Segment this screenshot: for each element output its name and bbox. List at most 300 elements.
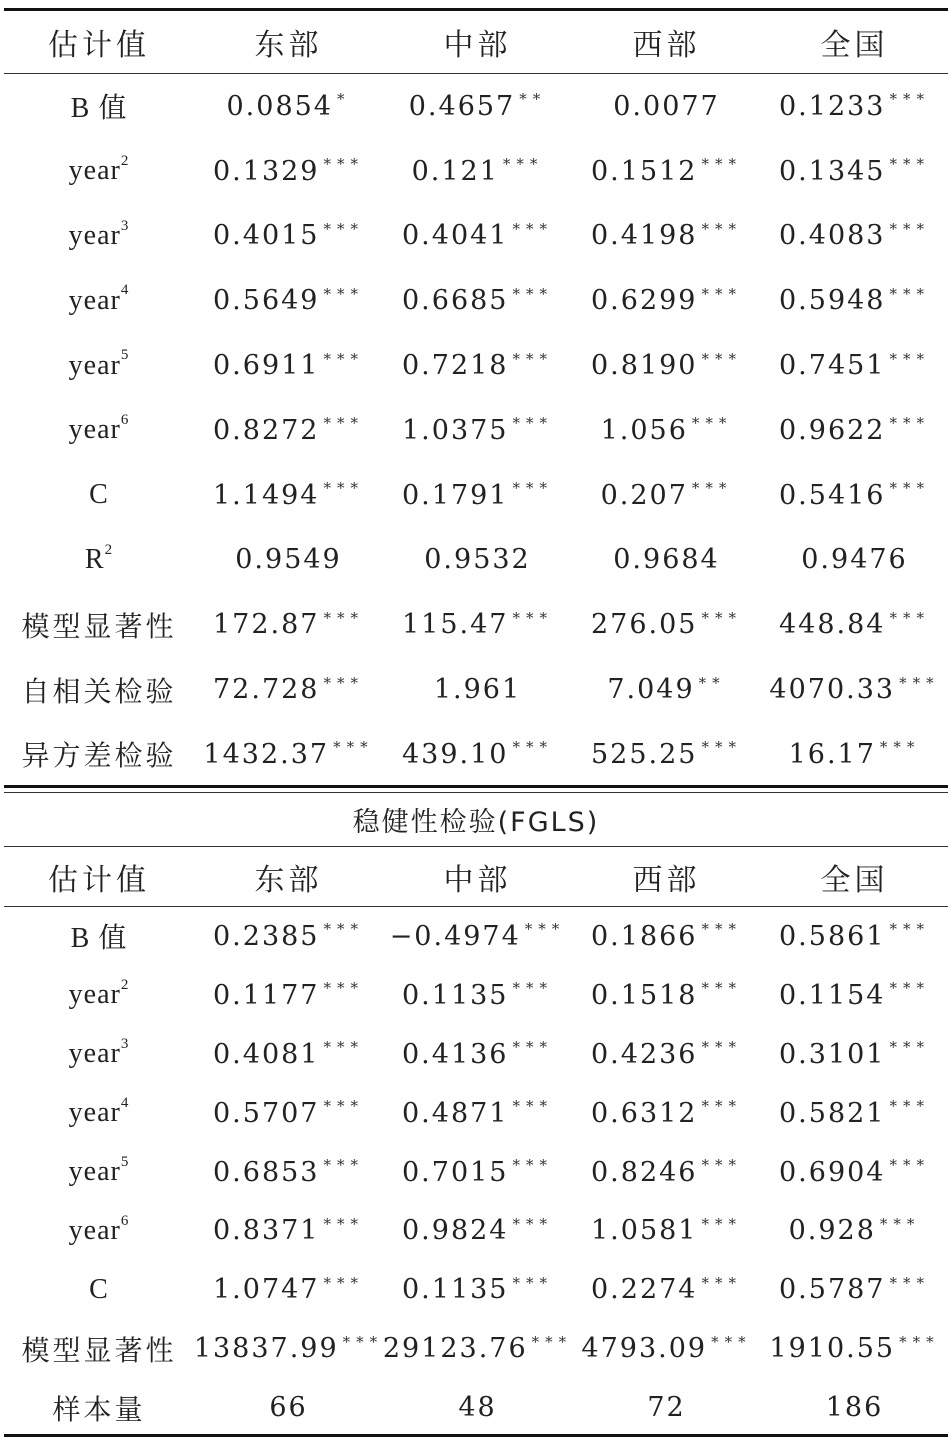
coefficient-value: 0.5649	[213, 285, 320, 317]
table2-header-row	[4, 847, 948, 906]
coefficient-value: 0.9532	[424, 544, 531, 576]
coefficient-value: 0.4041	[402, 220, 509, 252]
value-cell	[572, 907, 761, 966]
row-label-cell	[4, 592, 194, 657]
significance-stars: ***	[323, 1156, 364, 1175]
significance-stars: ***	[889, 284, 930, 303]
coefficient-value: 29123.76	[382, 1333, 528, 1365]
value-cell	[761, 268, 948, 333]
coefficient-value: 0.8272	[213, 414, 320, 446]
value-cell	[383, 1378, 572, 1437]
value-cell	[194, 463, 383, 528]
significance-stars: ***	[899, 1332, 940, 1351]
value-cell	[572, 1260, 761, 1319]
coefficient-value: 0.5416	[779, 479, 886, 511]
table-row	[4, 1260, 948, 1319]
significance-stars: ***	[701, 349, 742, 368]
value-cell	[194, 204, 383, 269]
row-label: year$^5$	[68, 1153, 130, 1188]
significance-stars: ***	[701, 155, 742, 174]
value-cell	[194, 1319, 383, 1378]
value-cell	[761, 1025, 948, 1084]
coefficient-value: 525.25	[591, 738, 698, 770]
value-cell	[572, 463, 761, 528]
table-row	[4, 657, 948, 722]
table1-header-west: 西部	[632, 27, 701, 63]
significance-stars: ***	[691, 479, 733, 498]
significance-stars: ***	[701, 1038, 742, 1057]
row-label-cell	[4, 907, 194, 966]
row-label-superscript: 3	[120, 217, 130, 234]
value-cell	[194, 398, 383, 463]
value-cell	[572, 398, 761, 463]
significance-stars: ***	[711, 1332, 752, 1351]
coefficient-value: 0.4083	[779, 220, 886, 252]
table1-header-estimate: 估计值	[48, 27, 150, 63]
row-label-cell	[4, 657, 194, 722]
significance-stars: ***	[512, 219, 553, 238]
value-cell	[761, 333, 948, 398]
row-label: year$^5$	[68, 347, 130, 381]
significance-stars: ***	[889, 349, 930, 368]
value-cell	[194, 528, 383, 593]
coefficient-value: 0.9684	[613, 544, 720, 576]
significance-stars: **	[519, 90, 547, 109]
value-cell	[194, 1378, 383, 1437]
coefficient-value: 0.1518	[591, 979, 698, 1011]
coefficient-value: 4070.33	[769, 674, 896, 706]
row-label: year$^3$	[68, 217, 130, 251]
row-label: $R^2$	[84, 541, 114, 575]
row-label-superscript: 5	[120, 347, 130, 364]
table2-header-west: 西部	[632, 862, 701, 898]
coefficient-value: 172.87	[213, 609, 320, 641]
value-cell	[572, 966, 761, 1025]
coefficient-value: 0.5861	[779, 920, 886, 952]
significance-stars: ***	[342, 1332, 384, 1351]
value-cell	[194, 74, 383, 139]
value-cell	[194, 1260, 383, 1319]
coefficient-value: 0.207	[600, 479, 688, 511]
significance-stars: ***	[512, 738, 553, 757]
value-cell	[572, 528, 761, 593]
value-cell	[383, 1202, 572, 1261]
significance-stars: ***	[323, 920, 364, 939]
coefficient-value: 1.961	[433, 674, 522, 706]
significance-stars: ***	[323, 1038, 364, 1057]
value-cell	[572, 268, 761, 333]
significance-stars: ***	[889, 920, 930, 939]
row-label-superscript: 6	[120, 412, 130, 429]
row-label-cell	[4, 1319, 194, 1378]
table-row	[4, 907, 948, 966]
row-label: year$^6$	[68, 412, 130, 446]
row-label: C	[89, 479, 109, 511]
significance-stars: ***	[531, 1332, 573, 1351]
significance-stars: ***	[701, 284, 742, 303]
value-cell	[761, 1202, 948, 1261]
value-cell	[194, 657, 383, 722]
coefficient-value: 0.9824	[402, 1215, 509, 1247]
coefficient-value: 0.7015	[402, 1156, 509, 1188]
value-cell	[761, 528, 948, 593]
significance-stars: ***	[323, 414, 364, 433]
value-cell	[194, 907, 383, 966]
value-cell	[761, 592, 948, 657]
value-cell	[383, 1025, 572, 1084]
coefficient-value: 0.5821	[779, 1097, 886, 1129]
row-label: 模型显著性	[21, 1333, 177, 1367]
value-cell	[761, 722, 948, 787]
significance-stars: ***	[889, 979, 930, 998]
significance-stars: ***	[701, 1156, 742, 1175]
table-row	[4, 1319, 948, 1378]
table-row	[4, 74, 948, 139]
value-cell	[761, 657, 948, 722]
coefficient-value: 7.049	[607, 674, 695, 706]
value-cell	[383, 592, 572, 657]
coefficient-value: 0.1866	[591, 920, 698, 952]
coefficient-value: 0.7218	[402, 350, 509, 382]
section-divider-rule-b	[4, 792, 948, 793]
coefficient-value: 0.1329	[213, 155, 320, 187]
significance-stars: ***	[512, 979, 553, 998]
significance-stars: *	[336, 90, 351, 109]
value-cell	[761, 1319, 948, 1378]
coefficient-value: 0.8371	[213, 1215, 320, 1247]
coefficient-value: 0.6911	[213, 350, 320, 382]
value-cell	[383, 1260, 572, 1319]
value-cell	[572, 722, 761, 787]
coefficient-value: 1910.55	[769, 1333, 896, 1365]
coefficient-value: 0.5948	[779, 285, 886, 317]
significance-stars: ***	[512, 414, 553, 433]
coefficient-value: 0.2385	[213, 920, 320, 952]
coefficient-value: 1432.37	[203, 738, 330, 770]
row-label-cell	[4, 74, 194, 139]
row-label-cell	[4, 1378, 194, 1437]
significance-stars: ***	[524, 920, 566, 939]
significance-stars: ***	[512, 479, 553, 498]
table-row	[4, 1378, 948, 1437]
row-label-cell	[4, 1084, 194, 1143]
table-row	[4, 722, 948, 787]
coefficient-value: 0.4015	[213, 220, 320, 252]
table-row	[4, 966, 948, 1025]
coefficient-value: 186	[825, 1392, 884, 1424]
significance-stars: ***	[889, 479, 930, 498]
value-cell	[383, 722, 572, 787]
coefficient-value: 0.6685	[402, 285, 509, 317]
value-cell	[194, 333, 383, 398]
value-cell	[761, 398, 948, 463]
value-cell	[761, 139, 948, 204]
coefficient-value: 0.4198	[591, 220, 698, 252]
coefficient-value: 0.6853	[213, 1156, 320, 1188]
value-cell	[194, 592, 383, 657]
value-cell	[194, 1084, 383, 1143]
significance-stars: ***	[701, 920, 742, 939]
value-cell	[761, 907, 948, 966]
table1-header-east: 东部	[254, 27, 323, 63]
significance-stars: ***	[889, 155, 930, 174]
coefficient-value: 0.5707	[213, 1097, 320, 1129]
significance-stars: ***	[701, 1097, 742, 1116]
row-label-superscript: 5	[120, 1153, 130, 1170]
row-label-superscript: 2	[120, 977, 130, 993]
coefficient-value: 0.8246	[591, 1156, 698, 1188]
coefficient-value: −0.4974	[389, 920, 521, 952]
table-row	[4, 268, 948, 333]
significance-stars: ***	[899, 673, 940, 692]
significance-stars: ***	[889, 414, 930, 433]
row-label-cell	[4, 528, 194, 593]
significance-stars: ***	[323, 349, 364, 368]
coefficient-value: 0.6904	[779, 1156, 886, 1188]
coefficient-value: 0.0854	[226, 90, 333, 122]
value-cell	[572, 1084, 761, 1143]
value-cell	[761, 1084, 948, 1143]
value-cell	[572, 204, 761, 269]
significance-stars: ***	[889, 608, 930, 627]
significance-stars: ***	[701, 1273, 742, 1292]
row-label-superscript: 4	[120, 1094, 130, 1111]
value-cell	[383, 528, 572, 593]
coefficient-value: 0.9476	[801, 544, 908, 576]
coefficient-value: 13837.99	[193, 1333, 339, 1365]
coefficient-value: 0.9622	[779, 414, 886, 446]
table-row	[4, 139, 948, 204]
coefficient-value: 0.1791	[402, 479, 509, 511]
coefficient-value: 0.4236	[591, 1038, 698, 1070]
table-row	[4, 204, 948, 269]
significance-stars: ***	[879, 1214, 921, 1233]
significance-stars: ***	[512, 1214, 553, 1233]
value-cell	[572, 1025, 761, 1084]
significance-stars: ***	[323, 1273, 364, 1292]
significance-stars: ***	[701, 1214, 742, 1233]
table1-header-national: 全国	[820, 27, 889, 63]
value-cell	[383, 139, 572, 204]
robustness-subtitle: 稳健性检验(FGLS)	[352, 807, 600, 838]
coefficient-value: 0.4871	[402, 1097, 509, 1129]
coefficient-value: 0.6312	[591, 1097, 698, 1129]
coefficient-value: 439.10	[402, 738, 509, 770]
row-label-superscript: 2	[104, 541, 114, 558]
value-cell	[383, 1143, 572, 1202]
table-row	[4, 528, 948, 593]
coefficient-value: 0.9549	[235, 544, 342, 576]
row-label: C	[89, 1273, 109, 1305]
coefficient-value: 448.84	[779, 609, 886, 641]
row-label-cell	[4, 1202, 194, 1261]
row-label: year$^6$	[68, 1212, 130, 1246]
coefficient-value: 0.8190	[591, 350, 698, 382]
significance-stars: ***	[889, 219, 930, 238]
coefficient-value: 0.6299	[591, 285, 698, 317]
value-cell	[572, 74, 761, 139]
significance-stars: ***	[323, 1214, 364, 1233]
row-label: 模型显著性	[21, 609, 177, 643]
significance-stars: ***	[701, 738, 742, 757]
coefficient-value: 0.1177	[213, 979, 320, 1011]
significance-stars: ***	[323, 673, 364, 692]
coefficient-value: 16.17	[788, 738, 876, 770]
significance-stars: ***	[889, 90, 930, 109]
value-cell	[194, 268, 383, 333]
coefficient-value: 72	[647, 1392, 686, 1424]
row-label-cell	[4, 204, 194, 269]
value-cell	[761, 1378, 948, 1437]
significance-stars: ***	[333, 738, 374, 757]
coefficient-value: 0.2274	[591, 1274, 698, 1306]
row-label: 自相关检验	[21, 674, 177, 708]
coefficient-value: 276.05	[591, 609, 698, 641]
value-cell	[383, 657, 572, 722]
coefficient-value: 0.928	[788, 1215, 876, 1247]
table2-header-national: 全国	[820, 862, 889, 898]
value-cell	[194, 1202, 383, 1261]
table-row	[4, 1025, 948, 1084]
significance-stars: ***	[889, 1273, 930, 1292]
significance-stars: ***	[691, 414, 733, 433]
coefficient-value: 48	[458, 1392, 497, 1424]
coefficient-value: 1.0581	[591, 1215, 698, 1247]
value-cell	[383, 268, 572, 333]
significance-stars: ***	[323, 608, 364, 627]
coefficient-value: 0.1345	[779, 155, 886, 187]
table-row	[4, 398, 948, 463]
table-row	[4, 592, 948, 657]
significance-stars: ***	[889, 1038, 930, 1057]
value-cell	[572, 657, 761, 722]
significance-stars: ***	[512, 1156, 553, 1175]
row-label: 异方差检验	[21, 739, 177, 773]
value-cell	[572, 1378, 761, 1437]
significance-stars: ***	[701, 219, 742, 238]
row-label: B 值	[70, 923, 128, 955]
value-cell	[383, 204, 572, 269]
value-cell	[572, 1143, 761, 1202]
significance-stars: ***	[512, 1038, 553, 1057]
row-label: year$^4$	[68, 1094, 130, 1129]
table-row	[4, 333, 948, 398]
coefficient-value: 0.4136	[402, 1038, 509, 1070]
significance-stars: ***	[701, 979, 742, 998]
value-cell	[572, 333, 761, 398]
significance-stars: **	[698, 673, 726, 692]
value-cell	[761, 1143, 948, 1202]
value-cell	[194, 722, 383, 787]
coefficient-value: 72.728	[213, 674, 320, 706]
row-label-cell	[4, 1025, 194, 1084]
coefficient-value: 0.121	[411, 155, 499, 187]
row-label-superscript: 2	[120, 152, 130, 169]
row-label-superscript: 3	[120, 1035, 130, 1052]
value-cell	[761, 74, 948, 139]
table2-header-estimate: 估计值	[48, 862, 150, 898]
row-label-cell	[4, 463, 194, 528]
coefficient-value: 1.0747	[213, 1274, 320, 1306]
value-cell	[194, 139, 383, 204]
table1-header-central: 中部	[443, 27, 512, 63]
value-cell	[383, 398, 572, 463]
significance-stars: ***	[889, 1097, 930, 1116]
significance-stars: ***	[701, 608, 742, 627]
coefficient-value: 0.1154	[779, 979, 886, 1011]
coefficient-value: 0.4081	[213, 1038, 320, 1070]
coefficient-value: 1.0375	[402, 414, 509, 446]
significance-stars: ***	[512, 284, 553, 303]
significance-stars: ***	[323, 479, 364, 498]
coefficient-value: 4793.09	[581, 1333, 708, 1365]
coefficient-value: 0.4657	[408, 90, 516, 122]
value-cell	[572, 1319, 761, 1378]
row-label-cell	[4, 966, 194, 1025]
value-cell	[572, 592, 761, 657]
significance-stars: ***	[502, 155, 544, 174]
coefficient-value: 66	[269, 1392, 308, 1424]
row-label: year$^2$	[68, 152, 130, 187]
row-label-cell	[4, 268, 194, 333]
value-cell	[761, 966, 948, 1025]
significance-stars: ***	[323, 284, 364, 303]
row-label: 样本量	[52, 1392, 146, 1426]
value-cell	[383, 1084, 572, 1143]
value-cell	[761, 463, 948, 528]
coefficient-value: 1.056	[600, 414, 688, 446]
value-cell	[383, 907, 572, 966]
coefficient-value: 1.1494	[213, 479, 320, 511]
coefficient-value: 0.1135	[402, 1274, 509, 1306]
table-row	[4, 1143, 948, 1202]
significance-stars: ***	[323, 155, 364, 174]
coefficient-value: 0.0077	[613, 90, 720, 122]
value-cell	[383, 966, 572, 1025]
coefficient-value: 0.1233	[779, 90, 886, 122]
value-cell	[761, 204, 948, 269]
value-cell	[383, 74, 572, 139]
row-label-superscript: 4	[120, 282, 130, 299]
row-label-cell	[4, 139, 194, 204]
row-label-cell	[4, 398, 194, 463]
value-cell	[761, 1260, 948, 1319]
table-row	[4, 1084, 948, 1143]
value-cell	[572, 139, 761, 204]
row-label: year$^3$	[68, 1035, 130, 1070]
significance-stars: ***	[512, 1273, 553, 1292]
table2-header-east: 东部	[254, 862, 323, 898]
coefficient-value: 0.1512	[591, 155, 698, 187]
coefficient-value: 115.47	[402, 609, 509, 641]
row-label-cell	[4, 1143, 194, 1202]
table2-header-central: 中部	[443, 862, 512, 898]
significance-stars: ***	[889, 1156, 930, 1175]
significance-stars: ***	[879, 738, 921, 757]
table-row	[4, 463, 948, 528]
significance-stars: ***	[323, 979, 364, 998]
row-label-cell	[4, 333, 194, 398]
coefficient-value: 0.3101	[779, 1038, 886, 1070]
significance-stars: ***	[323, 219, 364, 238]
coefficient-value: 0.5787	[779, 1274, 886, 1306]
significance-stars: ***	[512, 1097, 553, 1116]
row-label: year$^4$	[68, 282, 130, 316]
value-cell	[383, 463, 572, 528]
significance-stars: ***	[512, 349, 553, 368]
significance-stars: ***	[512, 608, 553, 627]
value-cell	[194, 1143, 383, 1202]
